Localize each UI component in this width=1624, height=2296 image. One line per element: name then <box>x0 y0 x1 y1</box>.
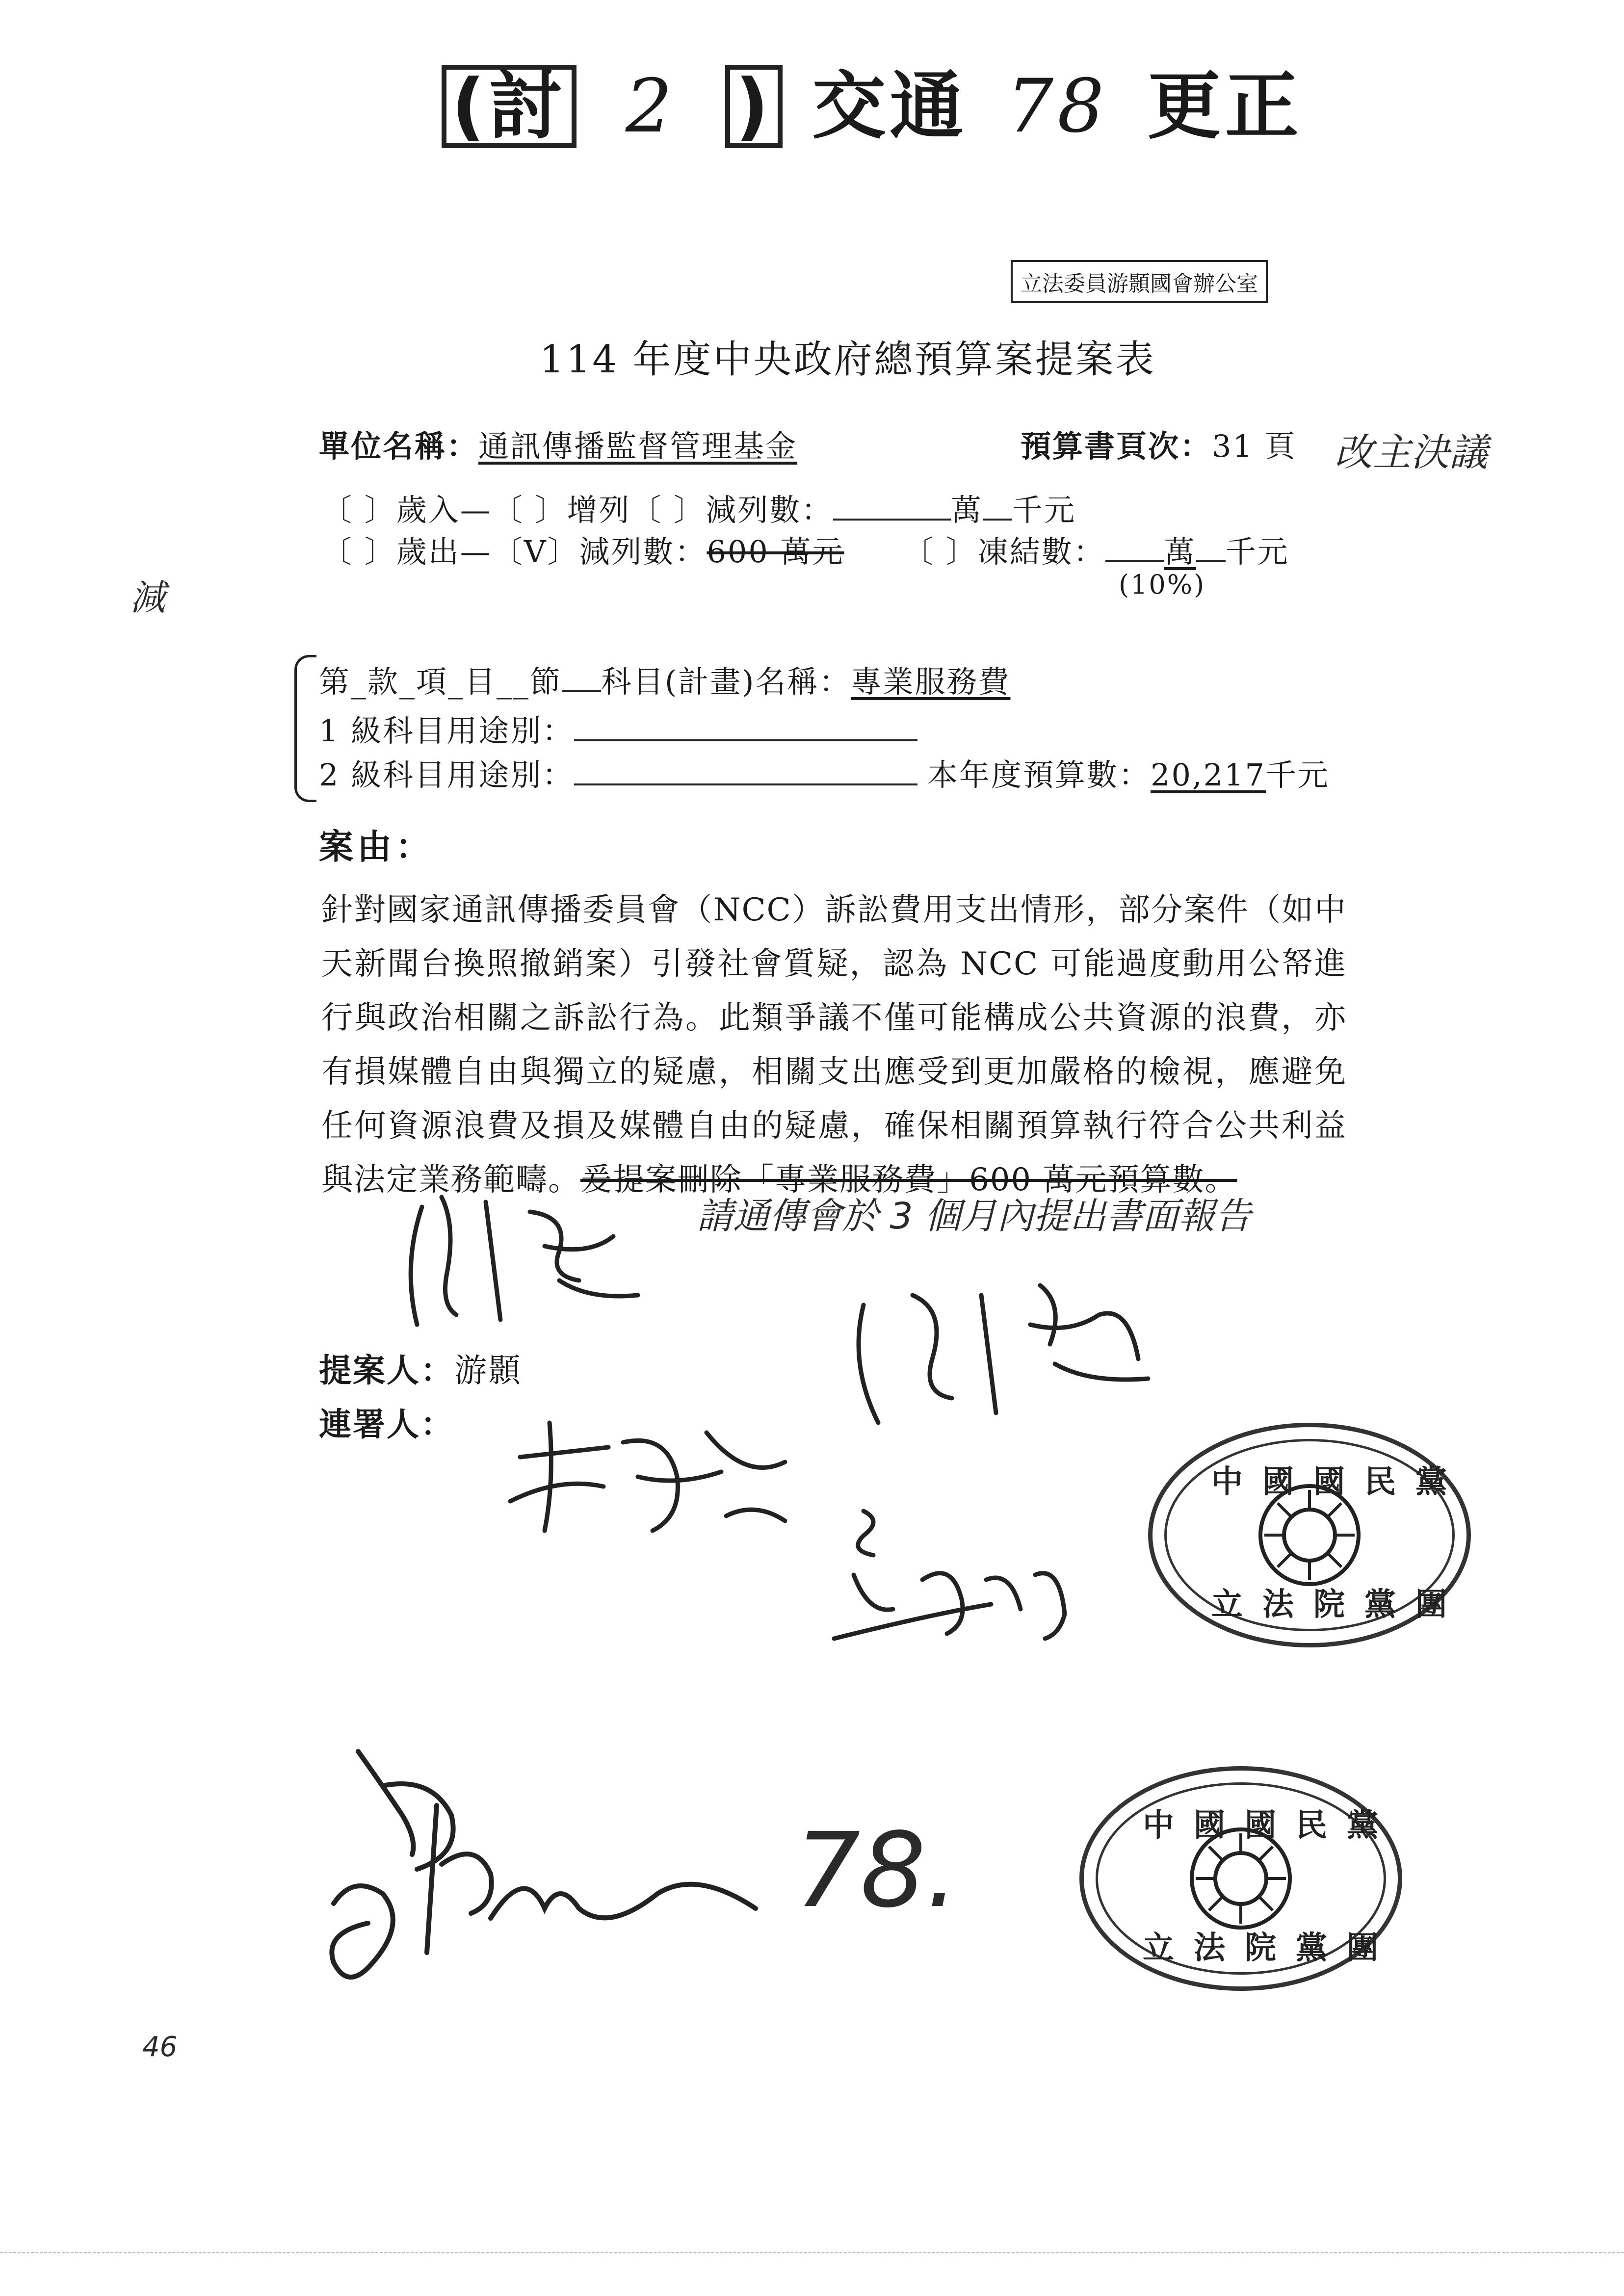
signature-1 <box>383 1177 687 1339</box>
signature-4 <box>805 1501 1109 1648</box>
freeze-blank-2 <box>1196 560 1226 562</box>
budget-line <box>927 751 1330 794</box>
proposer-line <box>319 1344 522 1391</box>
seal-1-bottom-text: 立法院黨團 <box>1211 1586 1467 1623</box>
handwritten-note: 請通傳會於 3 個月內提出書面報告 <box>697 1195 1252 1237</box>
proposer-label: 提案人： <box>319 1351 454 1389</box>
signature-5 <box>314 1747 785 2002</box>
account-section: 第_款_項_目__節 <box>319 664 562 700</box>
unit-line <box>319 422 797 466</box>
resolution-note: 改主決議 <box>1335 431 1488 475</box>
seal-1-top-text: 中國國民黨 <box>1211 1463 1467 1500</box>
level2-blank <box>574 783 917 785</box>
header-suffix: ) <box>725 65 783 148</box>
freeze-line <box>903 527 1289 571</box>
level1-label: 1 級科目用途別： <box>319 713 575 749</box>
freeze-unit2: 千元 <box>1225 534 1289 570</box>
page-label: 預算書頁次： <box>1021 428 1212 464</box>
party-seal-1 <box>1148 1423 1471 1647</box>
signature-3 <box>491 1403 814 1550</box>
page-ref <box>1021 422 1297 466</box>
reason-body <box>321 883 1347 1207</box>
header-prefix: (討 <box>442 65 576 148</box>
revenue-blank-2 <box>983 519 1012 521</box>
cosigner-label: 連署人： <box>319 1405 454 1443</box>
header-number: 2 <box>625 64 677 149</box>
proposer-name: 游顥 <box>454 1352 522 1389</box>
account-bracket <box>294 655 316 802</box>
account-name-label: 科目(計畫)名稱： <box>601 664 851 700</box>
freeze-label: 〔 〕凍結數： <box>903 534 1105 570</box>
budget-unit: 千元 <box>1265 757 1330 793</box>
scan-edge-line <box>0 2252 1624 2253</box>
budget-label: 本年度預算數： <box>927 757 1151 793</box>
reason-struck: 爰提案刪除「專業服務費」600 萬元預算數。 <box>580 1162 1237 1198</box>
account-line-3 <box>319 751 917 794</box>
revenue-line <box>321 486 1076 529</box>
seal-2-bottom-text: 立法院黨團 <box>1143 1930 1398 1966</box>
revenue-text: 〔 〕歲入—〔 〕增列〔 〕減列數： <box>321 492 834 528</box>
expense-text: 〔 〕歲出—〔V〕減列數： <box>321 534 707 570</box>
signature-2 <box>834 1266 1178 1442</box>
reason-text: 針對國家通訊傳播委員會（NCC）訴訟費用支出情形，部分案件（如中天新聞台換照撤銷案）引發社會質疑，認為 NCC 可能過度動用公帑進行與政治相關之訴訟行為。此類爭議不僅可能構成公共資源的浪費，亦有損媒體自由與獨立的疑慮，相關支出應受到更加嚴格的檢視，應避免任何資源浪費及損及媒體自由的疑慮，確保相關預算執行符合公共利益與法定業務範疇。 <box>321 892 1347 1198</box>
margin-mark: 減 <box>130 577 166 618</box>
seal-2-top-text: 中國國民黨 <box>1143 1807 1398 1844</box>
reason-label: 案由： <box>319 826 434 867</box>
freeze-unit1: 萬 <box>1164 534 1196 570</box>
header-label: 交通 <box>812 64 968 149</box>
freeze-pct: (10%) <box>1119 569 1206 600</box>
revenue-unit2: 千元 <box>1012 492 1076 528</box>
account-line-1 <box>319 657 1010 701</box>
unit-value: 通訊傳播監督管理基金 <box>478 428 798 464</box>
budget-value: 20,217 <box>1151 757 1266 793</box>
party-seal-2 <box>1079 1766 1402 1991</box>
header-status: 更正 <box>1147 64 1303 149</box>
header-case-number: 78 <box>1006 64 1108 149</box>
form-title: 114 年度中央政府總預算案提案表 <box>540 338 1156 382</box>
account-blank <box>562 690 601 692</box>
unit-label: 單位名稱： <box>319 428 479 464</box>
account-name-value: 專業服務費 <box>851 664 1011 700</box>
revenue-blank-1 <box>833 519 951 521</box>
revenue-unit1: 萬 <box>951 492 983 528</box>
page-number: 46 <box>142 2031 178 2063</box>
expense-amount: 600 萬元 <box>707 534 844 570</box>
account-line-2 <box>319 706 917 750</box>
level1-blank <box>574 739 917 741</box>
page-value: 31 頁 <box>1212 428 1297 464</box>
office-stamp: 立法委員游顥國會辦公室 <box>1011 260 1268 303</box>
header-case-stamp <box>442 47 1303 153</box>
handwritten-number: 78. <box>795 1810 959 1931</box>
level2-label: 2 級科目用途別： <box>319 757 575 793</box>
freeze-blank-1 <box>1105 560 1164 562</box>
expense-line <box>321 527 844 571</box>
